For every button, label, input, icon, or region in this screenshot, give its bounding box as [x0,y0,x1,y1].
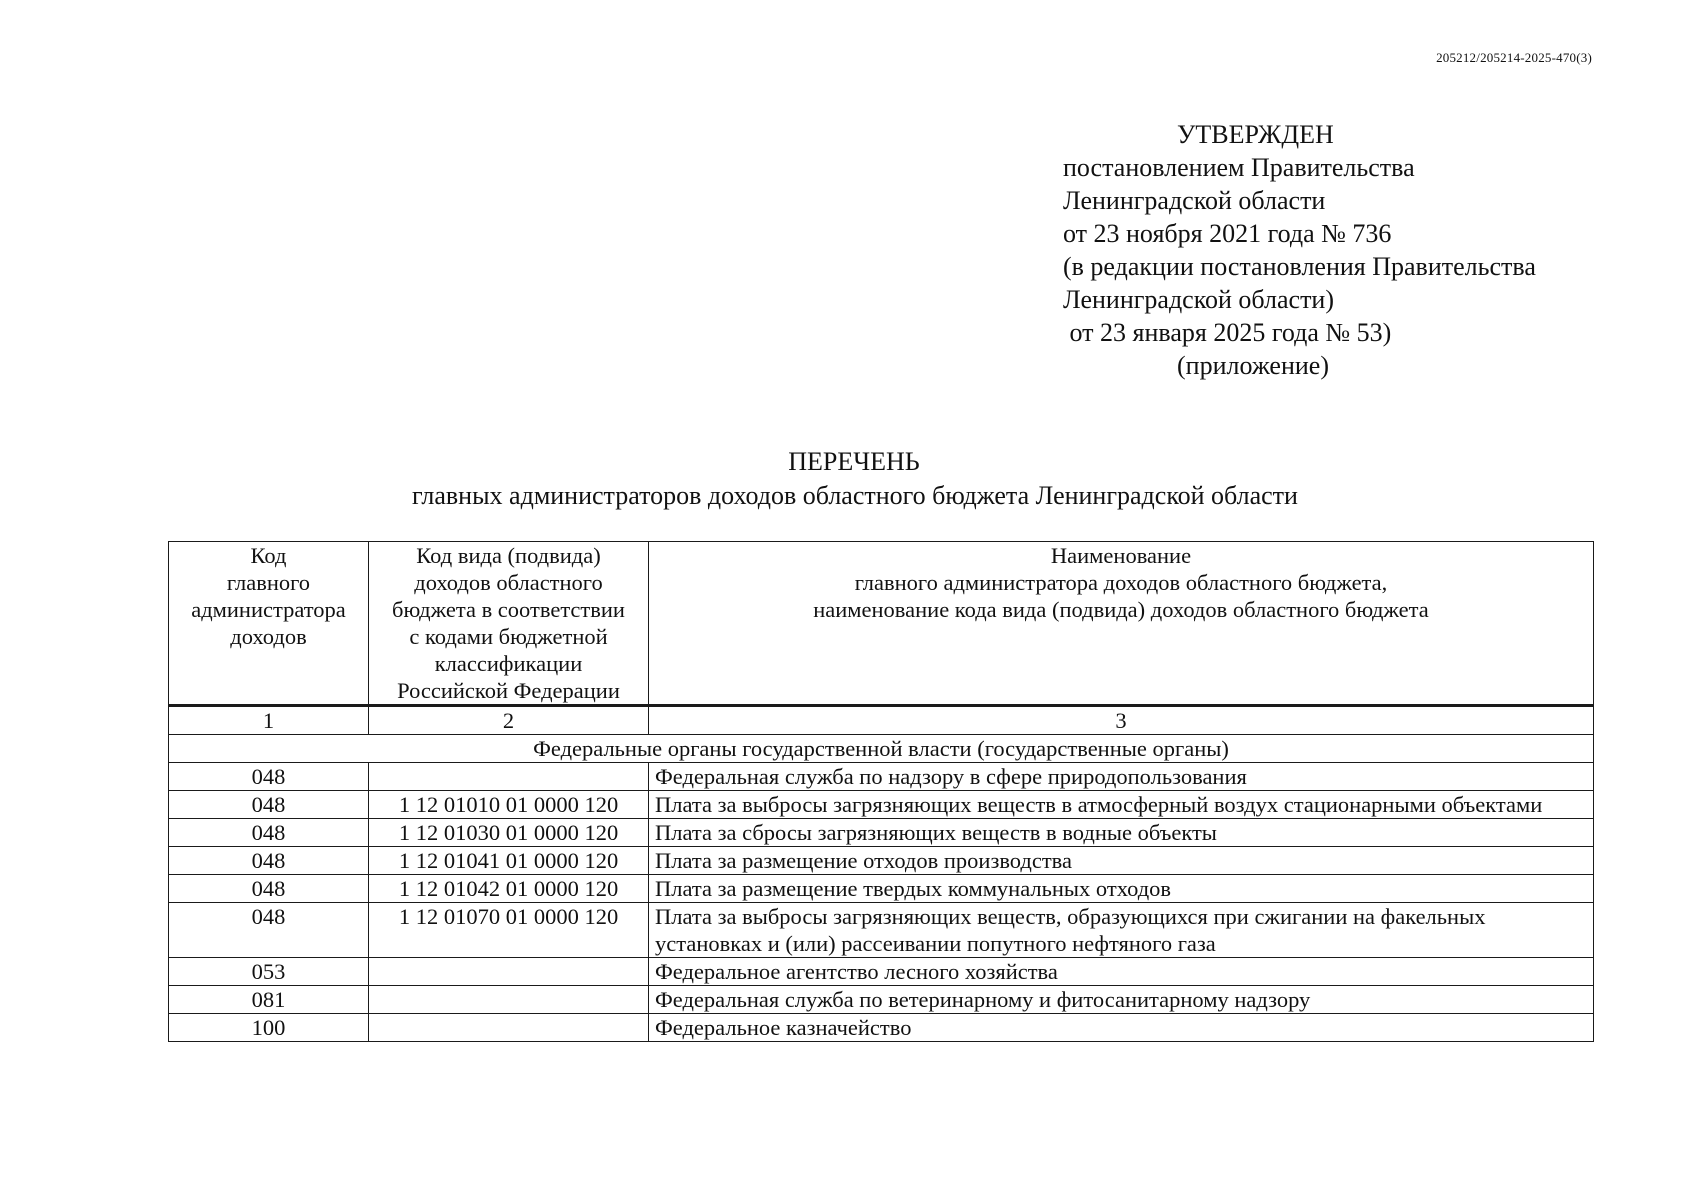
header-text: классификации [434,651,583,676]
header-text: доходов областного [414,570,603,595]
table-row [169,763,1594,791]
document-title: ПЕРЕЧЕНЬ [788,447,920,476]
admin-code-cell: 048 [169,847,369,875]
name-cell: Федеральное казначейство [649,1014,1594,1042]
approval-line: от 23 января 2025 года № 53) [1063,318,1392,347]
approval-line: Ленинградской области [1063,186,1326,215]
admin-code-cell: 053 [169,958,369,986]
approval-appendix: (приложение) [1177,351,1330,380]
name-cell: Плата за сбросы загрязняющих веществ в водные объекты [649,819,1594,847]
header-admin-code [169,542,369,706]
header-text: Код [250,543,287,568]
table-row [169,791,1594,819]
revenue-code-cell: 1 12 01030 01 0000 120 [369,819,649,847]
admin-code-cell: 048 [169,763,369,791]
table-row [169,875,1594,903]
header-revenue-code [369,542,649,706]
table-row [169,958,1594,986]
table-row [169,819,1594,847]
revenue-code-cell [369,763,649,791]
header-text: с кодами бюджетной [409,624,608,649]
header-text: администратора [191,597,346,622]
approval-line: от 23 ноября 2021 года № 736 [1063,219,1392,248]
name-cell: Федеральная служба по надзору в сфере природопользования [649,763,1594,791]
approval-heading: УТВЕРЖДЕН [1177,120,1334,149]
header-text: главного администратора доходов областного бюджета, [854,570,1388,595]
header-text: Российской Федерации [397,678,620,703]
header-text: бюджета в соответствии [392,597,625,622]
admin-code-cell: 048 [169,791,369,819]
header-text: главного [226,570,311,595]
admin-code-cell: 048 [169,819,369,847]
column-number: 3 [649,706,1594,735]
table-row [169,1014,1594,1042]
approval-line: Ленинградской области) [1063,285,1335,314]
document-subtitle: главных администраторов доходов областного бюджета Ленинградской области [412,481,1298,510]
name-cell: Плата за размещение твердых коммунальных отходов [649,875,1594,903]
name-cell: Федеральная служба по ветеринарному и фитосанитарному надзору [649,986,1594,1014]
header-text: доходов [230,624,307,649]
approval-line: постановлением Правительства [1063,153,1415,182]
column-number: 1 [169,706,369,735]
admin-code-cell: 100 [169,1014,369,1042]
admin-code-cell: 048 [169,875,369,903]
name-cell: Федеральное агентство лесного хозяйства [649,958,1594,986]
admin-code-cell: 081 [169,986,369,1014]
approval-line: (в редакции постановления Правительства [1063,252,1536,281]
table-row [169,847,1594,875]
document-title-block [0,445,1688,513]
revenue-code-cell [369,1014,649,1042]
header-text: наименование кода вида (подвида) доходов областного бюджета [813,597,1429,622]
revenue-administrators-table [168,541,1594,1042]
column-number: 2 [369,706,649,735]
name-cell: Плата за выбросы загрязняющих веществ, образующихся при сжигании на факельных установках и (или) рассеивании попутного нефтяного газа [649,903,1594,958]
revenue-code-cell: 1 12 01042 01 0000 120 [369,875,649,903]
name-cell: Плата за размещение отходов производства [649,847,1594,875]
revenue-code-cell [369,986,649,1014]
approval-stamp [1063,118,1623,382]
document-id: 205212/205214-2025-470(3) [1436,50,1592,65]
revenue-administrators-table-wrapper [168,541,1594,1042]
admin-code-cell: 048 [169,903,369,958]
header-text: Наименование [1050,543,1192,568]
revenue-code-cell: 1 12 01041 01 0000 120 [369,847,649,875]
name-cell: Плата за выбросы загрязняющих веществ в атмосферный воздух стационарными объектами [649,791,1594,819]
table-row [169,986,1594,1014]
section-title: Федеральные органы государственной власти (государственные органы) [169,735,1594,763]
revenue-code-cell [369,958,649,986]
table-row [169,903,1594,958]
section-row [169,735,1594,763]
header-text: Код вида (подвида) [416,543,601,568]
revenue-code-cell: 1 12 01010 01 0000 120 [369,791,649,819]
column-number-row [169,706,1594,735]
revenue-code-cell: 1 12 01070 01 0000 120 [369,903,649,958]
table-header-row [169,542,1594,706]
header-name [649,542,1594,706]
